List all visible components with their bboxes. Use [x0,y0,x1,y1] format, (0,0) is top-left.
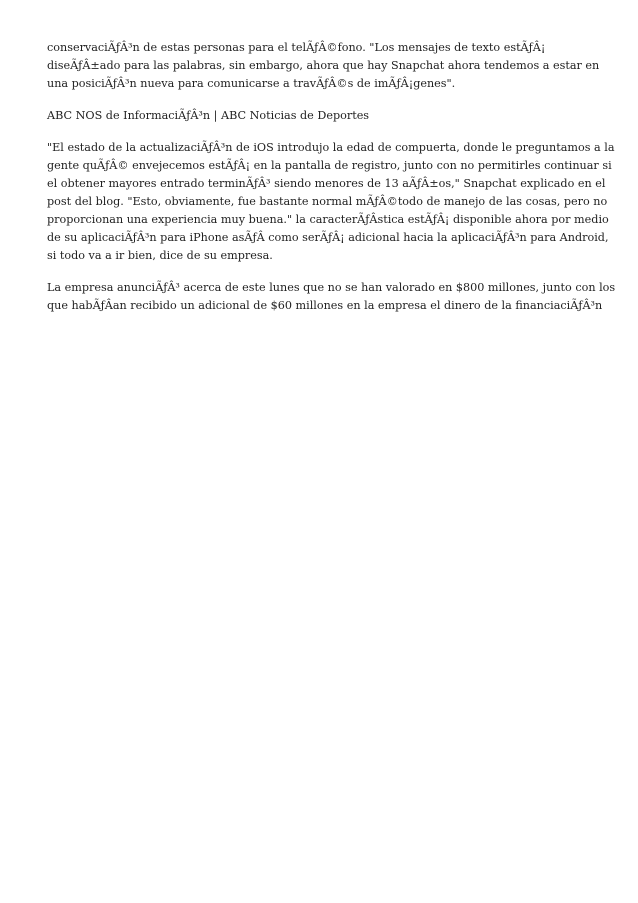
text-line: el obtener mayores entrado terminÃƒÂ³ siendo menores de 13 aÃƒÂ±os," Snapchat explicado en el [47,177,606,190]
text-line: "El estado de la actualizaciÃƒÂ³n de iOS introdujo la edad de compuerta, donde le preguntamos a la [47,141,615,154]
paragraph-source [47,107,595,125]
text-line: gente quÃƒÂ© envejecemos estÃƒÂ¡ en la pantalla de registro, junto con no permitirles continuar si [47,159,612,172]
text-line: proporcionan una experiencia muy buena." la caracterÃƒÂstica estÃƒÂ¡ disponible ahora por medio [47,213,609,226]
text-line: si todo va a ir bien, dice de su empresa. [47,249,273,262]
document-body [47,39,616,329]
text-line: post del blog. "Esto, obviamente, fue bastante normal mÃƒÂ©todo de manejo de las cosas, pero no [47,195,608,208]
text-line: ABC NOS de InformaciÃƒÂ³n | ABC Noticias de Deportes [47,109,370,122]
paragraph-intro [47,39,600,93]
text-line: una posiciÃƒÂ³n nueva para comunicarse a travÃƒÂ©s de imÃƒÂ¡genes". [47,77,456,90]
paragraph-funding [47,279,616,315]
paragraph-quote [47,139,615,265]
text-line: de su aplicaciÃƒÂ³n para iPhone asÃƒÂ como serÃƒÂ¡ adicional hacia la aplicaciÃƒÂ³n para Android, [47,231,609,244]
text-line: La empresa anunciÃƒÂ³ acerca de este lunes que no se han valorado en $800 millones, junto con los [47,281,616,294]
text-line: diseÃƒÂ±ado para las palabras, sin embargo, ahora que hay Snapchat ahora tendemos a estar en [47,59,600,72]
text-line: conservaciÃƒÂ³n de estas personas para el telÃƒÂ©fono. "Los mensajes de texto estÃƒÂ¡ [47,41,546,54]
text-line: que habÃƒÂan recibido un adicional de $60 millones en la empresa el dinero de la financiaciÃƒÂ³n [47,299,603,312]
